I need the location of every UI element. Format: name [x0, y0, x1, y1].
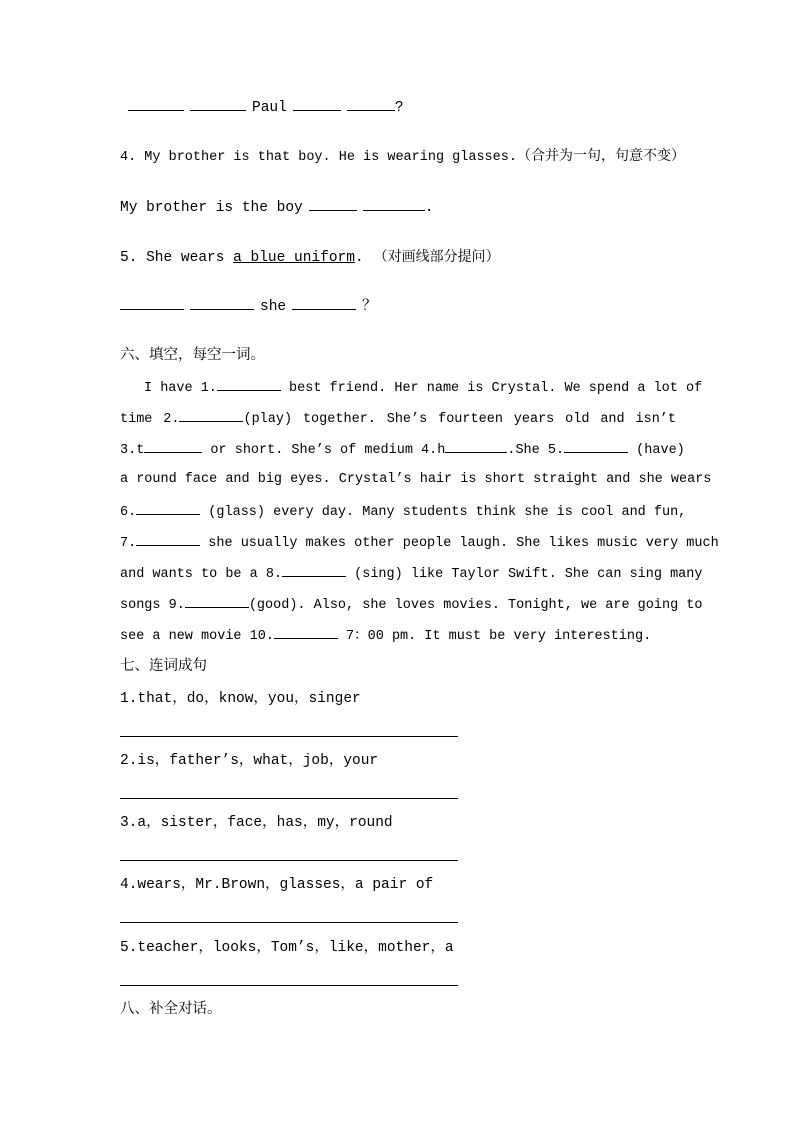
section6-heading: 六、填空，每空一词。 [120, 347, 265, 363]
passage-text: (have) [628, 443, 685, 458]
passage-text: songs 9. [120, 598, 185, 613]
passage-text: (good). Also, she loves movies. Tonight, we are going to [248, 598, 703, 613]
passage-line [120, 409, 676, 429]
answer-blank[interactable] [363, 198, 425, 211]
answer-blank[interactable] [190, 98, 246, 111]
passage-text: 6. [120, 505, 137, 520]
passage-line [120, 440, 685, 460]
passage-text: (glass) every day. Many students think she is cool and fun, [200, 505, 687, 520]
q5-suffix: . [354, 250, 364, 266]
passage-text: or short. She’s of medium 4.h [202, 443, 446, 458]
answer-blank[interactable] [293, 98, 341, 111]
section7-heading: 七、连词成句 [120, 658, 207, 674]
passage-text: best friend. Her name is Crystal. We spend a lot of [280, 381, 703, 396]
answer-blank[interactable] [347, 98, 395, 111]
reorder-item-1: 1.that，do，know，you，singer [120, 691, 361, 707]
q5-answer-word: she [260, 299, 287, 315]
reorder-item-4: 4.wears，Mr.Brown，glasses，a pair of [120, 877, 434, 893]
answer-blank[interactable] [190, 297, 254, 310]
q3-word: Paul [252, 100, 287, 116]
answer-blank[interactable] [292, 297, 356, 310]
q4-instruction: （合并为一句，句意不变） [516, 148, 685, 164]
passage-blank-10[interactable] [274, 626, 338, 639]
passage-blank-4[interactable] [445, 440, 507, 453]
answer-line[interactable] [120, 860, 458, 861]
passage-text: 7：00 pm. It must be very interesting. [337, 629, 652, 644]
reorder-item-5: 5.teacher，looks，Tom’s，like，mother，a [120, 940, 454, 956]
q5-prefix: 5. She wears [120, 250, 234, 266]
passage-line [120, 378, 703, 398]
q5-underlined: a blue uniform [233, 250, 355, 266]
passage-line [120, 564, 703, 584]
passage-blank-8[interactable] [282, 564, 346, 577]
passage-text: time 2. [120, 412, 180, 427]
passage-line [120, 595, 703, 615]
answer-blank[interactable] [120, 297, 184, 310]
passage-text: .She 5. [507, 443, 565, 458]
passage-text: she usually makes other people laugh. She likes music very much [200, 536, 719, 551]
passage-blank-2[interactable] [179, 409, 243, 422]
answer-blank[interactable] [309, 198, 357, 211]
passage-text: and wants to be a 8. [120, 567, 283, 582]
passage-line [120, 626, 676, 646]
passage-text: (play) together. She’s fourteen years old and isn’t [243, 412, 676, 427]
passage-blank-3[interactable] [144, 440, 202, 453]
passage-blank-6[interactable] [136, 502, 200, 515]
passage-text: 7. [120, 536, 137, 551]
q5-prompt-line [120, 248, 676, 267]
passage-blank-9[interactable] [185, 595, 249, 608]
q3-end: ? [394, 100, 404, 116]
passage-line [120, 471, 712, 489]
section8-heading: 八、补全对话。 [120, 1001, 222, 1017]
passage-blank-1[interactable] [217, 378, 281, 391]
passage-text: I have 1. [144, 381, 217, 396]
passage-blank-5[interactable] [564, 440, 628, 453]
passage-text: see a new movie 10. [120, 629, 274, 644]
answer-line[interactable] [120, 736, 458, 737]
answer-line[interactable] [120, 922, 458, 923]
q3-answer-line [120, 98, 676, 117]
answer-line[interactable] [120, 798, 458, 799]
q4-answer-line [120, 198, 676, 217]
passage-text: 3.t [120, 443, 145, 458]
q4-prompt: 4. My brother is that boy. He is wearing glasses. [120, 150, 517, 165]
answer-line[interactable] [120, 985, 458, 986]
q5-answer-line [120, 297, 676, 316]
reorder-item-3: 3.a，sister，face，has，my，round [120, 815, 393, 831]
answer-blank[interactable] [128, 98, 184, 111]
q4-answer-end: . [424, 200, 434, 216]
passage-blank-7[interactable] [136, 533, 200, 546]
q4-answer-start: My brother is the boy [120, 200, 303, 216]
passage-text: a round face and big eyes. Crystal’s hair is short straight and she wears [120, 472, 712, 487]
reorder-item-2: 2.is，father’s，what，job，your [120, 753, 379, 769]
passage-text: (sing) like Taylor Swift. She can sing many [346, 567, 703, 582]
passage-line [120, 533, 719, 553]
passage-line [120, 502, 687, 522]
q5-answer-end: ？ [362, 299, 377, 315]
q4-prompt-line [120, 147, 685, 167]
q5-instruction: （对画线部分提问） [373, 249, 500, 265]
